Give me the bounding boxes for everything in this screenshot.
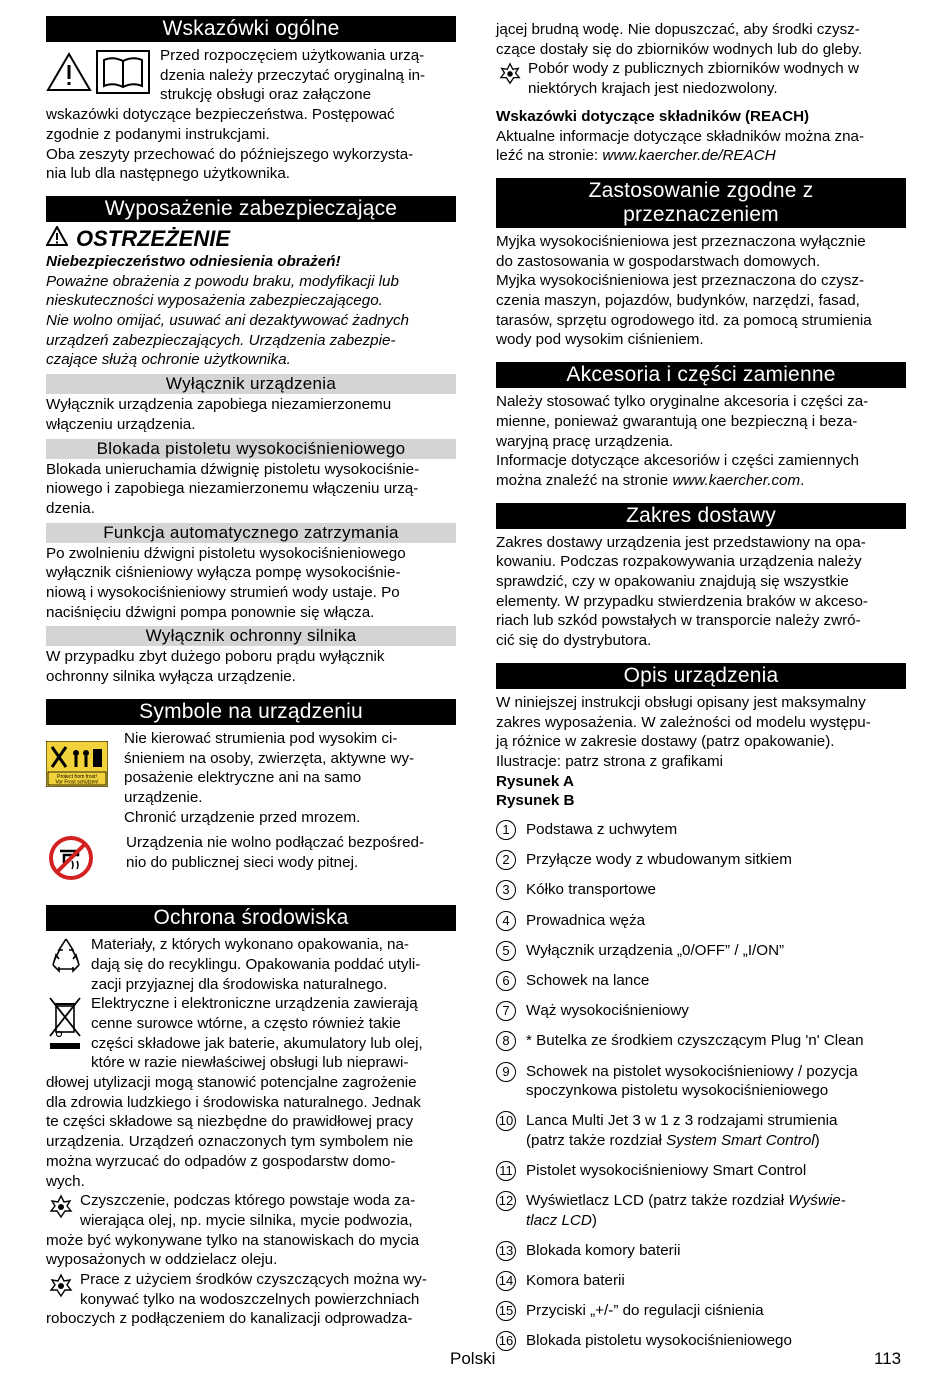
- parts-list-item: 2 Przyłącze wody z wbudowanym sitkiem: [496, 850, 906, 870]
- warning-sign-icon: [46, 226, 68, 252]
- environment-hazard-icon: [498, 61, 522, 85]
- warning-title: [46, 226, 456, 252]
- parts-list-item: 8 * Butelka ze środkiem czyszczącym Plug 'n' Clean: [496, 1031, 906, 1051]
- symbol-spray-text: Nie kierować strumienia pod wysokim ci- śnieniem na osoby, zwierzęta, aktywne wy- posażenie elektryczne ani na samo urządzenie. Chronić urządzenie przed mrozem.: [124, 729, 415, 826]
- parts-list-item: 1 Podstawa z uchwytem: [496, 820, 906, 840]
- parts-list-item: 11 Pistolet wysokociśnieniowy Smart Control: [496, 1161, 906, 1181]
- warning-sticker-icon: [46, 741, 106, 793]
- env-water-withdrawal: Pobór wody z publicznych zbiorników wodnych w niektórych krajach jest niedozwolony.: [496, 59, 906, 98]
- parts-list-item: 6 Schowek na lance: [496, 971, 906, 991]
- general-notes-intro: [46, 46, 456, 105]
- env-continued-text: jącej brudną wodę. Nie dopuszczać, aby środki czysz- czące dostały się do zbiorników wodnych lub do gleby.: [496, 21, 863, 58]
- subheading-motor-protection: Wyłącznik ochronny silnika: [46, 626, 456, 646]
- reach-link[interactable]: www.kaercher.de/REACH: [602, 147, 776, 165]
- parts-list-item: 4 Prowadnica węża: [496, 911, 906, 931]
- accessories-text: Należy stosować tylko oryginalne akcesoria i części za- mienne, ponieważ gwarantują one bezpieczną i beza- waryjną pracę urządzenia. Informacje dotyczące akcesoriów i części zamiennych można znaleźć na stronie www.kaercher.com.: [496, 393, 869, 489]
- env-weee: Elektryczne i elektroniczne urządzenia zawierają cenne surowce wtórne, a często również takie części składowe jak baterie, akumulatory lub olej, które w razie niewłaściwej obsługi lub nieprawi- dłowej utylizacji mogą stanowić potencjalne zagrożenie dla zdrowia ludzkiego i środowiska naturalnego. Jednak te części składowe są niezbędne do prawidłowej pracy urządzenia. Urządzeń oznaczonych tym symbolem nie można wyrzucać do odpadów z gospodarstw domo- wych.: [46, 995, 423, 1190]
- heading-intended-use: Zastosowanie zgodne z przeznaczeniem: [496, 178, 906, 228]
- parts-list-item: 14 Komora baterii: [496, 1271, 906, 1291]
- heading-environment: Ochrona środowiska: [46, 905, 456, 931]
- warning-label: OSTRZEŻENIE: [76, 225, 231, 251]
- environment-hazard-icon: [48, 1193, 74, 1219]
- parts-list: [496, 820, 906, 1351]
- heading-device-description: Opis urządzenia: [496, 663, 906, 689]
- subheading-gun-lock: Blokada pistoletu wysokociśnieniowego: [46, 439, 456, 459]
- general-notes-text: wskazówki dotyczące bezpieczeństwa. Postępować zgodnie z podanymi instrukcjami. Oba zeszyty przechować do późniejszego wykorzysta- nia lub dla następnego użytkownika.: [46, 106, 414, 183]
- manual-book-icon: [96, 50, 154, 100]
- env-recycling: Materiały, z których wykonano opakowania, na- dają się do recyklingu. Opakowania poddać utyli- zacji przyjaznej dla środowiska naturalnego.: [46, 935, 456, 994]
- warning-hazard: Niebezpieczeństwo odniesienia obrażeń!: [46, 252, 341, 270]
- heading-general-notes: Wskazówki ogólne: [46, 16, 456, 42]
- svg-text:Protect from frost!: Protect from frost!: [57, 773, 97, 780]
- parts-list-item: 16 Blokada pistoletu wysokociśnieniowego: [496, 1331, 906, 1351]
- recycling-icon: [46, 935, 86, 975]
- env-cleaners: Prace z użyciem środków czyszczących można wy- konywać tylko na wodoszczelnych powierzchniach roboczych z podłączeniem do kanalizacji odprowadza-: [46, 1271, 427, 1328]
- reach-text-1: Aktualne informacje dotyczące składników można zna-: [496, 127, 865, 145]
- parts-list-item: 3 Kółko transportowe: [496, 880, 906, 900]
- heading-device-symbols: Symbole na urządzeniu: [46, 699, 456, 725]
- accessories-link[interactable]: www.kaercher.com: [672, 471, 801, 489]
- parts-list-item: 9 Schowek na pistolet wysokociśnieniowy / pozycja spoczynkowa pistoletu wysokociśnieniowego: [496, 1062, 906, 1101]
- parts-list-item: 12 Wyświetlacz LCD (patrz także rozdział Wyświe- tlacz LCD): [496, 1191, 906, 1230]
- gun-lock-text: Blokada unieruchamia dźwignię pistoletu wysokociśnie- niowego i zapobiega niezamierzonemu włączeniu urzą- dzenia.: [46, 460, 420, 517]
- parts-list-item: 5 Wyłącznik urządzenia „0/OFF” / „I/ON”: [496, 941, 906, 961]
- page-number: 113: [874, 1349, 902, 1368]
- symbol-item-water: [46, 833, 456, 887]
- device-switch-text: Wyłącznik urządzenia zapobiega niezamierzonemu włączeniu urządzenia.: [46, 396, 392, 433]
- description-text: W niniejszej instrukcji obsługi opisany jest maksymalny zakres wyposażenia. W zależności od modelu występu- ją różnice w zakresie dostawy (patrz opakowanie). Ilustracje: patrz strona z grafikami Rysunek A Rysunek B: [496, 693, 906, 811]
- env-oil: Czyszczenie, podczas którego powstaje woda za- wierająca olej, np. mycie silnika, mycie podwozia, może być wykonywane tylko na stanowiskach do mycia wyposażonych w oddzielacz oleju.: [46, 1192, 420, 1269]
- footer-language: Polski: [450, 1349, 496, 1368]
- heading-safety-devices: Wyposażenie zabezpieczające: [46, 196, 456, 222]
- reach-text-2: leźć na stronie: www.kaercher.de/REACH: [496, 147, 776, 165]
- crossed-bin-icon: [46, 994, 86, 1054]
- reach-title: Wskazówki dotyczące składników (REACH): [496, 107, 810, 125]
- no-drinking-water-icon: [48, 835, 108, 887]
- svg-text:Vor Frost schützen!: Vor Frost schützen!: [55, 779, 99, 786]
- motor-protection-text: W przypadku zbyt dużego poboru prądu wyłącznik ochronny silnika wyłącza urządzenie.: [46, 648, 385, 686]
- heading-accessories: Akcesoria i części zamienne: [496, 362, 906, 388]
- auto-stop-text: Po zwolnieniu dźwigni pistoletu wysokociśnieniowego wyłącznik ciśnieniowy wyłącza pompę wysokociśnie- niową i wysokociśnieniowy strumień wody ustaje. Po naciśnięciu dźwigni pompa ponownie się włącza.: [46, 544, 406, 621]
- symbol-water-text: Urządzenia nie wolno podłączać bezpośred- nio do publicznej sieci wody pitnej.: [126, 834, 425, 872]
- parts-list-item: 10 Lanca Multi Jet 3 w 1 z 3 rodzajami strumienia (patrz także rozdział System Smart Control): [496, 1111, 906, 1150]
- figure-b-label: Rysunek B: [496, 792, 575, 810]
- general-notes-intro-text: Przed rozpoczęciem użytkowania urzą- dzenia należy przeczytać oryginalną in- strukcję obsługi oraz załączone: [160, 47, 426, 104]
- subheading-auto-stop: Funkcja automatycznego zatrzymania: [46, 523, 456, 543]
- symbol-item-spray: [46, 729, 456, 828]
- warning-triangle-icon: [46, 52, 96, 98]
- subheading-device-switch: Wyłącznik urządzenia: [46, 374, 456, 394]
- warning-text: Poważne obrażenia z powodu braku, modyfikacji lub nieskuteczności wyposażenia zabezpieczającego. Nie wolno omijać, usuwać ani dezaktywować żadnych urządzeń zabezpieczających. Urządzenia zabezpie- czające służą ochronie użytkownika.: [46, 272, 409, 369]
- parts-list-item: 15 Przyciski „+/-” do regulacji ciśnienia: [496, 1301, 906, 1321]
- parts-list-item: 7 Wąż wysokociśnieniowy: [496, 1001, 906, 1021]
- left-column: [46, 16, 456, 1329]
- heading-scope-of-delivery: Zakres dostawy: [496, 503, 906, 529]
- figure-a-label: Rysunek A: [496, 772, 574, 790]
- delivery-text: Zakres dostawy urządzenia jest przedstawiony na opa- kowaniu. Podczas rozpakowywania urządzenia należy sprawdzić, czy w opakowaniu znajdują się wszystkie elementy. W przypadku stwierdzenia braków w akceso- riach lub szkód powstałych w transporcie należy zwró- cić się do dystrybutora.: [496, 533, 868, 650]
- intended-use-text: Myjka wysokociśnieniowa jest przeznaczona wyłącznie do zastosowania w gospodarstwach domowych. Myjka wysokociśnieniowa jest przeznaczona do czysz- czenia maszyn, pojazdów, budynków, narzędzi, fasad, tarasów, sprzętu ogrodowego itd. za pomocą strumienia wody pod wysokim ciśnieniem.: [496, 232, 872, 349]
- environment-hazard-icon: [48, 1272, 74, 1298]
- right-column: [496, 20, 906, 1361]
- parts-list-item: 13 Blokada komory baterii: [496, 1241, 906, 1261]
